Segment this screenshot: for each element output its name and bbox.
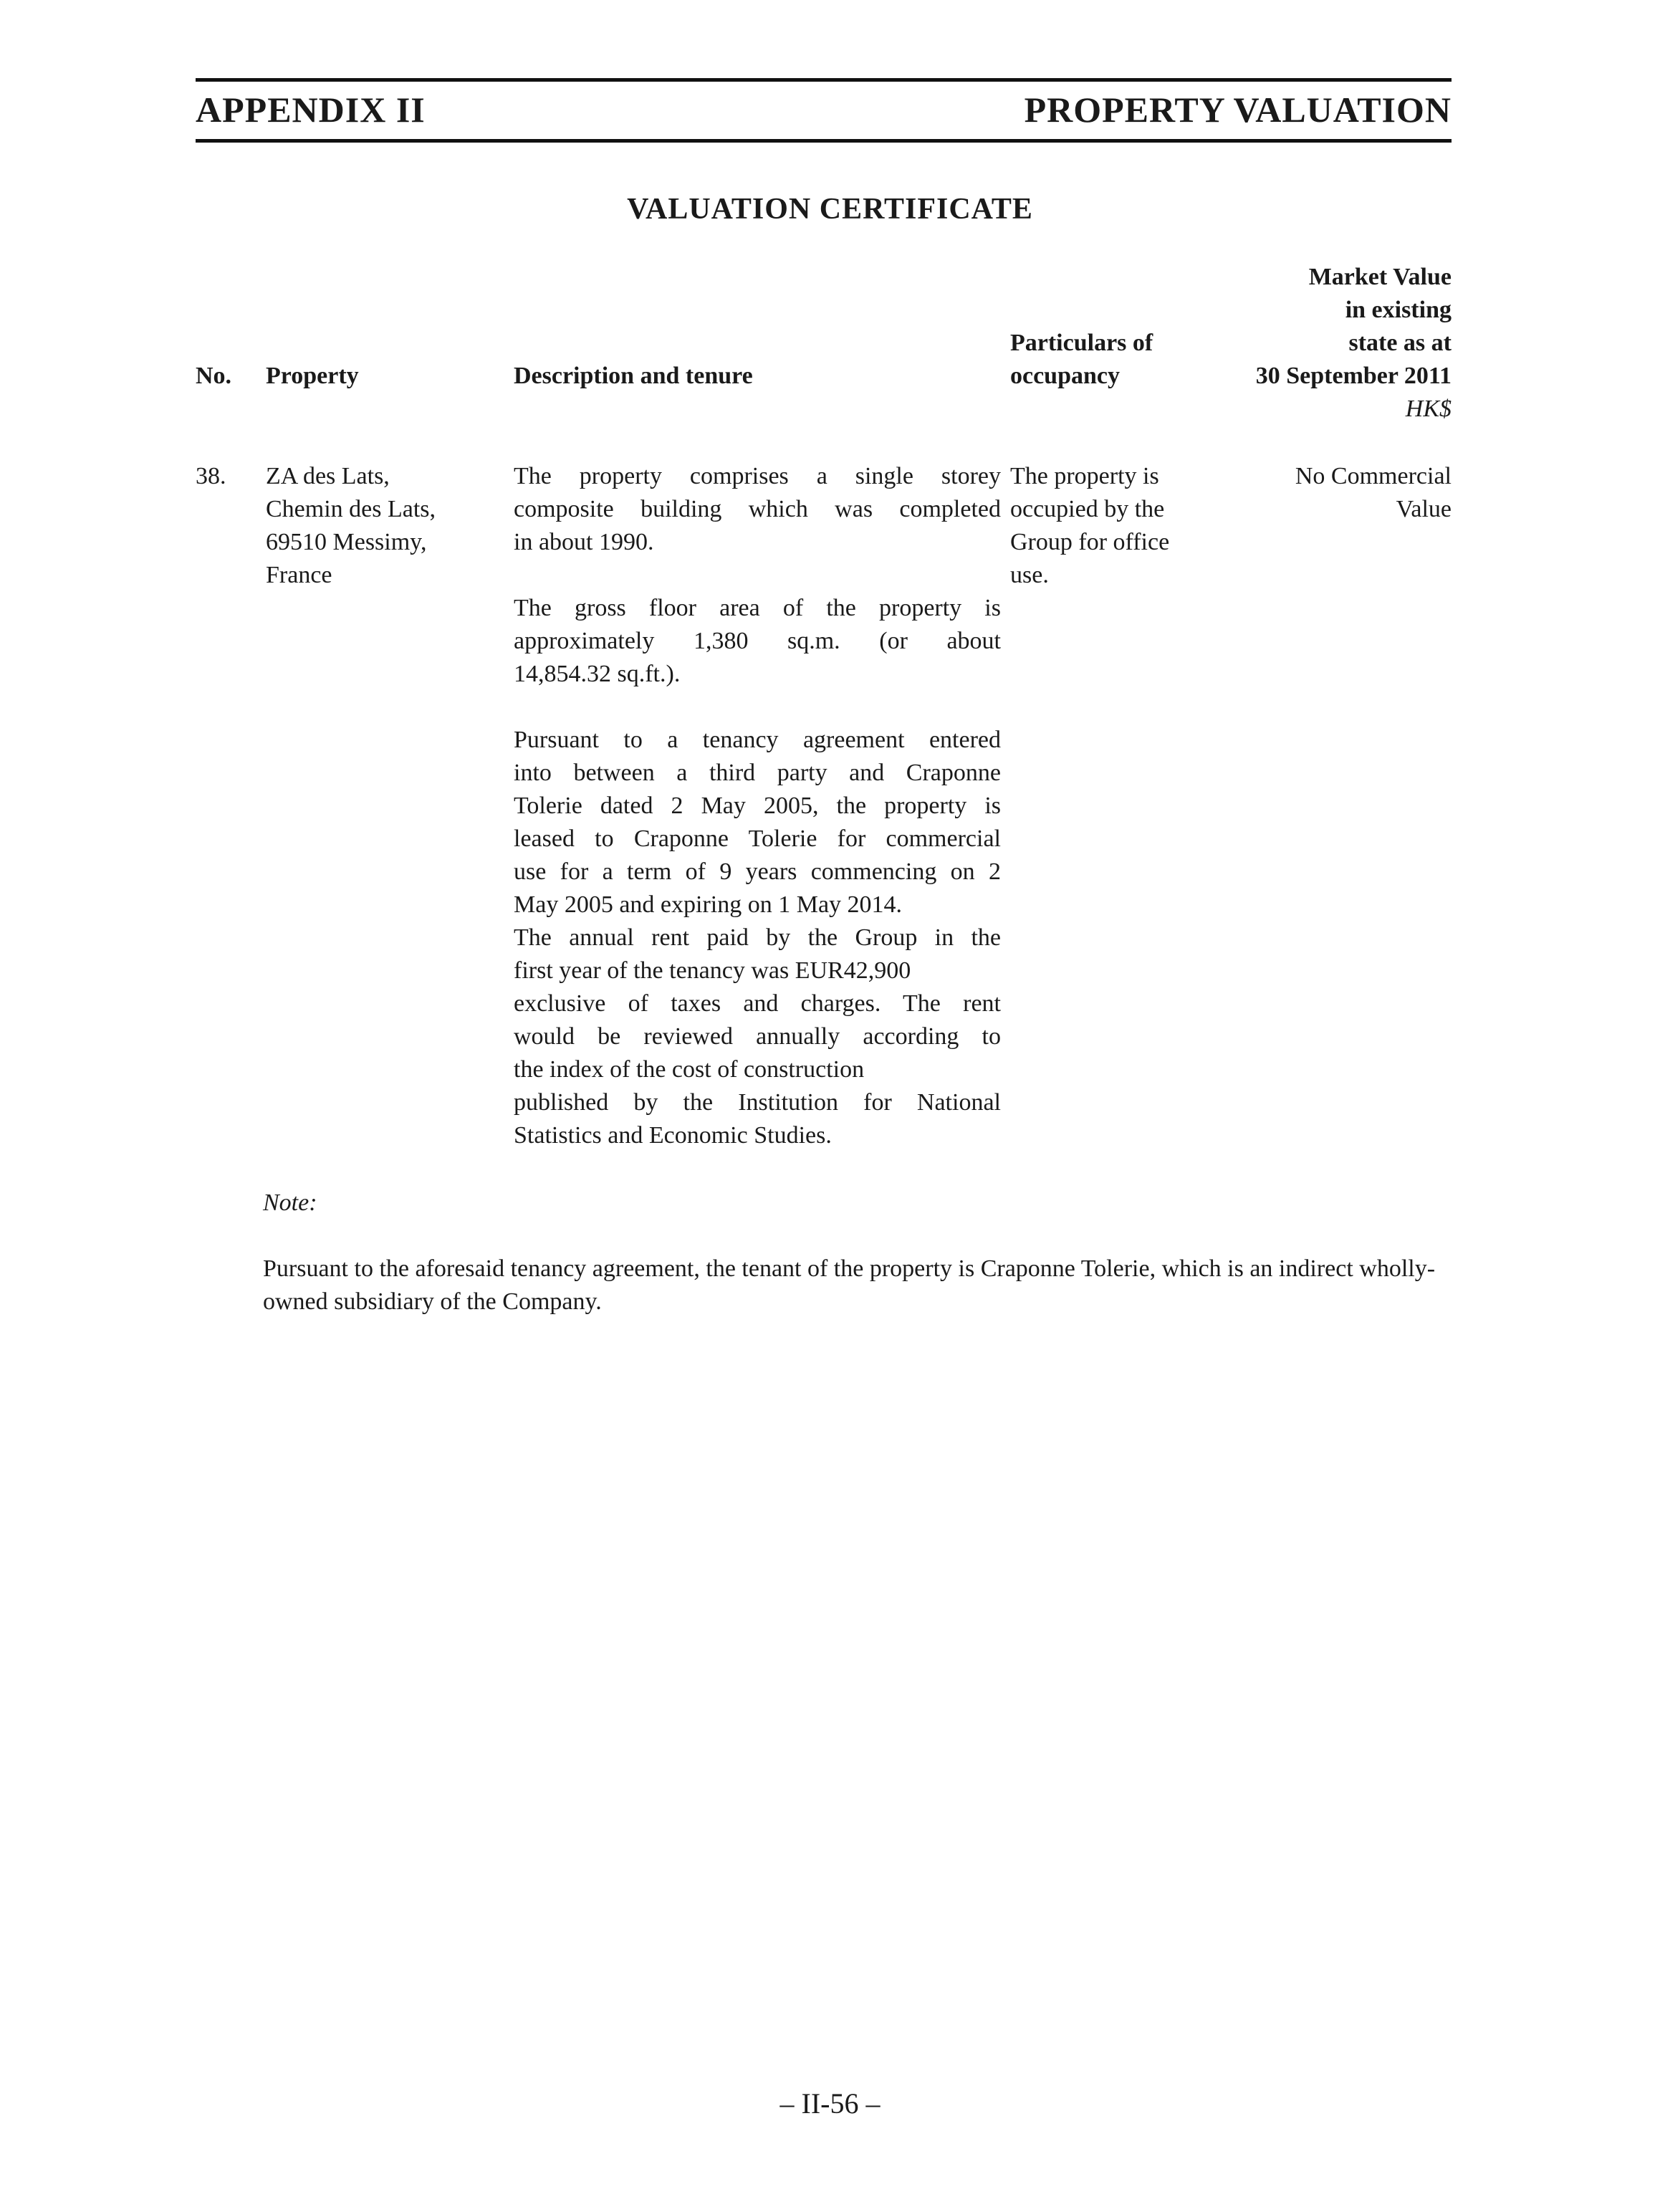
header-top-rule <box>196 78 1452 82</box>
occupancy-details <box>1010 460 1225 592</box>
currency-label: HK$ <box>1405 396 1452 422</box>
market-value-header-line: 30 September 2011 <box>1255 363 1452 389</box>
market-value-line: No Commercial <box>1295 463 1452 489</box>
description-line: exclusive of taxes and charges. The rent <box>514 990 1001 1017</box>
description-line: 14,854.32 sq.ft.). <box>514 661 681 687</box>
occupancy-header-line: occupancy <box>1010 363 1120 389</box>
column-header-description: Description and tenure <box>514 363 753 389</box>
description-line: Tolerie dated 2 May 2005, the property is <box>514 793 1001 819</box>
note-text: Pursuant to the aforesaid tenancy agreement, the tenant of the property is Craponne Tolerie, which is an indirect wholly-owned subsidiary of the Company. <box>263 1255 1436 1315</box>
description-line: would be reviewed annually according to <box>514 1023 1001 1050</box>
occupancy-line: Group for office <box>1010 529 1170 555</box>
description-line: into between a third party and Craponne <box>514 760 1001 786</box>
description-line: leased to Craponne Tolerie for commercial <box>514 825 1001 852</box>
description-paragraph <box>514 460 1001 559</box>
certificate-title: VALUATION CERTIFICATE <box>627 193 1033 226</box>
header-bottom-rule <box>196 139 1452 143</box>
description-paragraph <box>514 592 1001 691</box>
column-header-no: No. <box>196 363 232 389</box>
section-title: PROPERTY VALUATION <box>1024 90 1452 130</box>
description-line: Statistics and Economic Studies. <box>514 1122 832 1149</box>
description-paragraph <box>514 724 1001 1152</box>
description-line: The gross floor area of the property is <box>514 595 1001 621</box>
column-header-market-value <box>1256 261 1452 393</box>
occupancy-line: occupied by the <box>1010 496 1165 522</box>
row-number: 38. <box>196 463 226 489</box>
address-line: ZA des Lats, <box>266 463 390 489</box>
description-line: published by the Institution for National <box>514 1089 1001 1116</box>
page-number: – II-56 – <box>779 2087 881 2120</box>
market-value-line: Value <box>1396 496 1452 522</box>
description-line: The property comprises a single storey <box>514 463 1001 489</box>
column-header-property: Property <box>266 363 359 389</box>
market-value-header-line: Market Value <box>1308 264 1452 290</box>
property-address <box>266 460 488 592</box>
address-line: 69510 Messimy, <box>266 529 427 555</box>
address-line: France <box>266 562 332 588</box>
market-value <box>1295 460 1452 526</box>
column-header-occupancy <box>1010 327 1153 393</box>
description-line: approximately 1,380 sq.m. (or about <box>514 628 1001 654</box>
description-line: in about 1990. <box>514 529 654 555</box>
description-line: use for a term of 9 years commencing on 2 <box>514 858 1001 885</box>
description-line: May 2005 and expiring on 1 May 2014. <box>514 891 903 918</box>
description-line: the index of the cost of construction <box>514 1056 865 1083</box>
description-line: The annual rent paid by the Group in the <box>514 924 1001 951</box>
description-line: Pursuant to a tenancy agreement entered <box>514 727 1001 753</box>
description-line: first year of the tenancy was EUR42,900 <box>514 957 911 984</box>
appendix-label: APPENDIX II <box>196 90 426 130</box>
note-label: Note: <box>263 1189 317 1216</box>
description-line: composite building which was completed <box>514 496 1001 522</box>
occupancy-line: The property is <box>1010 463 1159 489</box>
occupancy-line: use. <box>1010 562 1049 588</box>
address-line: Chemin des Lats, <box>266 496 436 522</box>
occupancy-header-line: Particulars of <box>1010 330 1153 356</box>
market-value-header-line: in existing <box>1345 297 1452 323</box>
market-value-header-line: state as at <box>1348 330 1452 356</box>
